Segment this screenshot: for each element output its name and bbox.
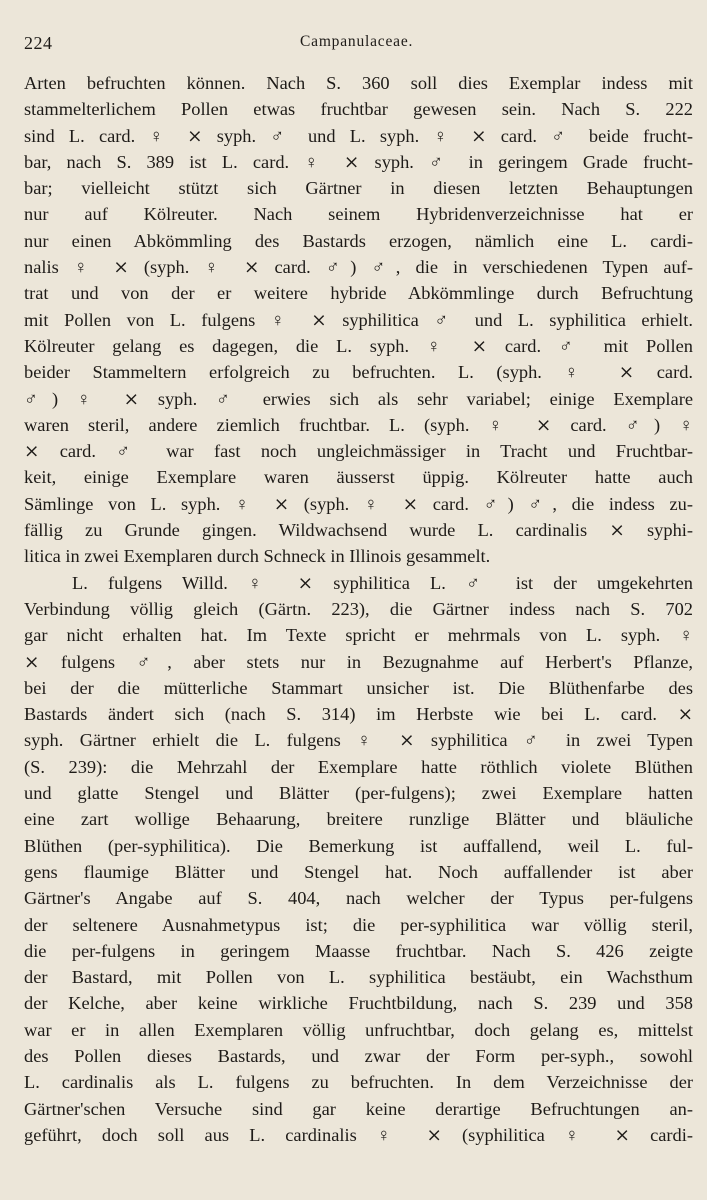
text-line: bei der die mütterliche Stammart unsicher ist. Die Blüthenfarbe des xyxy=(24,677,693,698)
text-line: Kölreuter gelang es dagegen, die L. syph. ♀ ⨯ card. ♂ mit Pollen xyxy=(24,335,693,356)
text-line: bar; vielleicht stützt sich Gärtner in diesen letzten Behauptungen xyxy=(24,178,693,199)
text-line: syph. Gärtner erhielt die L. fulgens ♀ ⨯ syphilitica ♂ in zwei Typen xyxy=(24,730,693,751)
text-line-paragraph-start: L. fulgens Willd. ♀ ⨯ syphilitica L. ♂ ist der umgekehrten xyxy=(72,572,693,593)
text-line: Verbindung völlig gleich (Gärtn. 223), die Gärtner indess nach S. 702 xyxy=(24,598,693,619)
body-text xyxy=(24,70,693,1148)
text-line: war er in allen Exemplaren völlig unfruchtbar, doch gelang es, mittelst xyxy=(24,1019,693,1040)
text-line: der seltenere Ausnahmetypus ist; die per-syphilitica war völlig steril, xyxy=(24,914,693,935)
text-line: ♂) ♀ ⨯ syph. ♂ erwies sich als sehr variabel; einige Exemplare xyxy=(24,388,693,409)
text-line: Sämlinge von L. syph. ♀ ⨯ (syph. ♀ ⨯ card. ♂) ♂, die indess zu- xyxy=(24,493,693,514)
text-line: mit Pollen von L. fulgens ♀ ⨯ syphilitica ♂ und L. syphilitica erhielt. xyxy=(24,309,693,330)
text-line: nalis ♀ ⨯ (syph. ♀ ⨯ card. ♂) ♂, die in verschiedenen Typen auf- xyxy=(24,257,693,278)
text-line: Bastards ändert sich (nach S. 314) im Herbste wie bei L. card. ⨯ xyxy=(24,704,693,725)
text-line: bar, nach S. 389 ist L. card. ♀ ⨯ syph. ♂ in geringem Grade frucht- xyxy=(24,151,693,172)
running-title: Campanulaceae. xyxy=(300,33,414,50)
text-line: Gärtner's Angabe auf S. 404, nach welcher der Typus per-fulgens xyxy=(24,888,693,909)
text-line: L. cardinalis als L. fulgens zu befruchten. In dem Verzeichnisse der xyxy=(24,1072,693,1093)
text-line: gar nicht erhalten hat. Im Texte spricht er mehrmals von L. syph. ♀ xyxy=(24,625,693,646)
text-line: und glatte Stengel und Blätter (per-fulgens); zwei Exemplare hatten xyxy=(24,783,693,804)
text-line: nur auf Kölreuter. Nach seinem Hybridenverzeichnisse hat er xyxy=(24,204,693,225)
text-line: (S. 239): die Mehrzahl der Exemplare hatte röthlich violete Blüthen xyxy=(24,756,693,777)
text-line: eine zart wollige Behaarung, breitere runzlige Blätter und bläuliche xyxy=(24,809,693,830)
text-line: stammelterlichem Pollen etwas fruchtbar gewesen sein. Nach S. 222 xyxy=(24,99,693,120)
text-line: die per-fulgens in geringem Maasse fruchtbar. Nach S. 426 zeigte xyxy=(24,940,693,961)
page-number: 224 xyxy=(24,33,53,53)
text-line: gens flaumige Blätter und Stengel hat. Noch auffallender ist aber xyxy=(24,861,693,882)
text-line: fällig zu Grunde gingen. Wildwachsend wurde L. cardinalis ⨯ syphi- xyxy=(24,520,693,541)
text-line: Arten befruchten können. Nach S. 360 soll dies Exemplar indess mit xyxy=(24,73,693,93)
text-line: Gärtner'schen Versuche sind gar keine derartige Befruchtungen an- xyxy=(24,1098,693,1119)
text-line: des Pollen dieses Bastards, und zwar der Form per-syph., sowohl xyxy=(24,1045,693,1066)
text-line: der Bastard, mit Pollen von L. syphilitica bestäubt, ein Wachsthum xyxy=(24,967,693,988)
text-line: litica in zwei Exemplaren durch Schneck in Illinois gesammelt. xyxy=(24,546,491,567)
running-head xyxy=(24,30,693,64)
text-line: trat und von der er weitere hybride Abkömmlinge durch Befruchtung xyxy=(24,283,693,304)
text-line: ⨯ fulgens ♂, aber stets nur in Bezugnahme auf Herbert's Pflanze, xyxy=(24,651,693,672)
text-line: keit, einige Exemplare waren äusserst üppig. Kölreuter hatte auch xyxy=(24,467,693,488)
text-line: ⨯ card. ♂ war fast noch ungleichmässiger in Tracht und Fruchtbar- xyxy=(24,441,693,462)
text-line: sind L. card. ♀ ⨯ syph. ♂ und L. syph. ♀ ⨯ card. ♂ beide frucht- xyxy=(24,125,693,146)
text-line: waren steril, andere ziemlich fruchtbar. L. (syph. ♀ ⨯ card. ♂) ♀ xyxy=(24,414,693,435)
text-line: der Kelche, aber keine wirkliche Fruchtbildung, nach S. 239 und 358 xyxy=(24,993,693,1014)
text-line: beider Stammeltern erfolgreich zu befruchten. L. (syph. ♀ ⨯ card. xyxy=(24,362,693,383)
text-line: geführt, doch soll aus L. cardinalis ♀ ⨯ (syphilitica ♀ ⨯ cardi- xyxy=(24,1124,693,1145)
text-line: Blüthen (per-syphilitica). Die Bemerkung ist auffallend, weil L. ful- xyxy=(24,835,693,856)
text-line: nur einen Abkömmling des Bastards erzogen, nämlich eine L. cardi- xyxy=(24,230,693,251)
